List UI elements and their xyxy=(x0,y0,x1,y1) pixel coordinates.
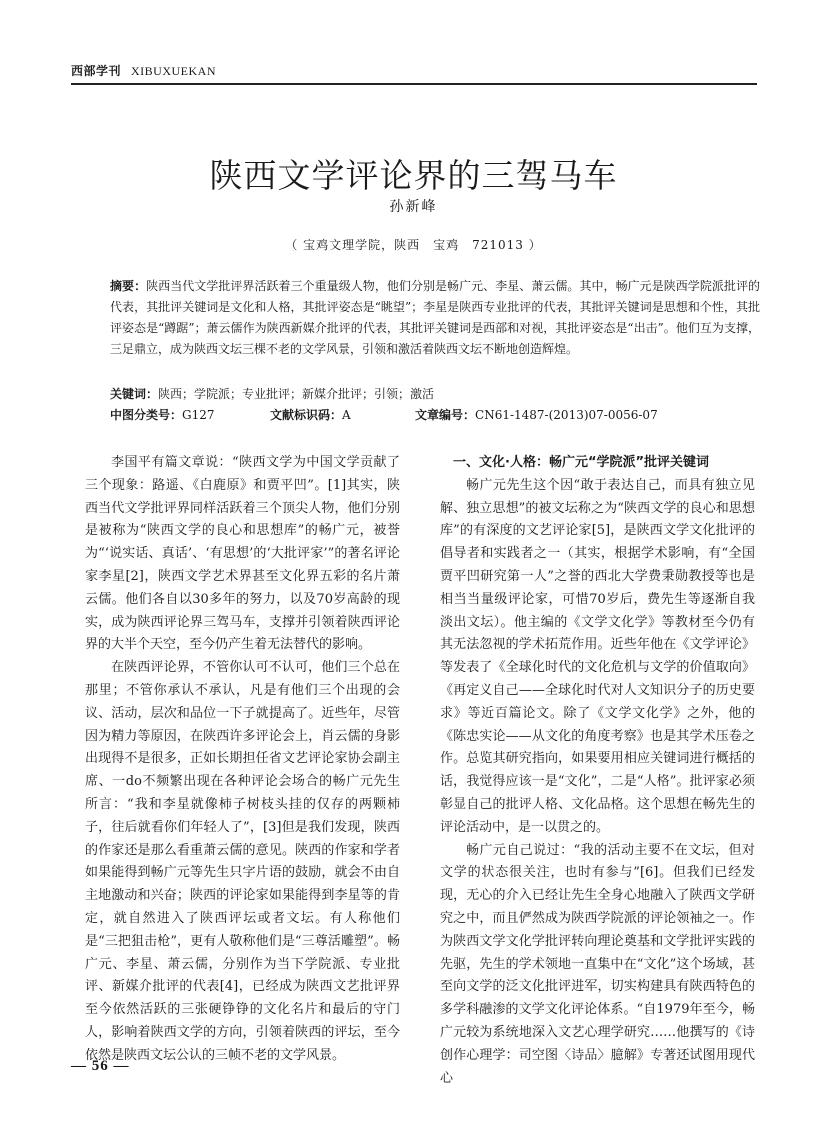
body-paragraph: 畅广元自己说过：“我的活动主要不在文坛，但对文学的状态很关注，也时有参与”[6]。但我们已经发现，无心的介入已经让先生全身心地融入了陕西文学研究之中，而且俨然成为陕西学院派的评论领袖之一。作为陕西文学文化学批评转向理论奠基和文学批评实践的先驱，先生的学术领地一直集中在“文化”这个场域，甚至向文学的泛文化批评进军，切实构建具有陕西特色的多学科融渗的文学文化评论体系。“自1979年至今，畅广元较为系统地深入文艺心理学研究……他撰写的《诗创作心理学：司空图〈诗品〉臆解》专著还试图用现代心 xyxy=(440,842,755,1086)
body-paragraph: 李国平有篇文章说：“陕西文学为中国文学贡献了三个现象：路遥、《白鹿原》和贾平凹”。[1]其实，陕西当代文学批评界同样活跃着三个顶尖人物，他们分别是被称为“陕西文学的良心和思想库”的畅广元，被誉为“‘说实话、真话’、‘有思想’的‘大批评家’”的著名评论家李星[2]，陕西文学艺术界甚至文化界五彩的名片萧云儒。他们各自以30多年的努力，以及70岁高龄的现实，成为陕西评论界三驾马车，支撑并引领着陕西评论界的大半个天空，至今仍产生着无法替代的影响。 xyxy=(85,455,400,653)
doc-label: 文献标识码： xyxy=(270,408,343,422)
keywords-label: 关键词： xyxy=(110,387,159,401)
article-number-value: CN61-1487-(2013)07-0056-07 xyxy=(475,408,658,422)
article-author: 孙新峰 xyxy=(389,199,438,215)
doc-value: A xyxy=(342,408,351,422)
keywords xyxy=(110,384,760,404)
abstract-text: 陕西当代文学批评界活跃着三个重量级人物，他们分别是畅广元、李星、萧云儒。其中，畅广元是陕西学院派批评的代表，其批评关键词是文化和人格，其批评姿态是“眺望”；李星是陕西专业批评的代表，其批评关键词是思想和个性，其批评姿态是“蹲踞”；萧云儒作为陕西新媒介批评的代表，其批评关键词是西部和对视，其批评姿态是“出击”。他们互为支撑，三足鼎立，成为陕西文坛三棵不老的文学风景，引领和激活着陕西文坛不断地创造辉煌。 xyxy=(110,279,760,356)
article-number-label: 文章编号： xyxy=(415,408,476,422)
author-affiliation: （ 宝鸡文理学院，陕西 宝鸡 721013 ） xyxy=(285,238,542,252)
article-number xyxy=(415,405,658,425)
header-divider xyxy=(71,83,757,85)
doc-code xyxy=(270,405,351,425)
abstract-label: 摘要： xyxy=(110,279,147,293)
clc-label: 中图分类号： xyxy=(110,408,183,422)
keywords-text: 陕西；学院派；专业批评；新媒介批评；引领；激活 xyxy=(158,387,435,401)
body-paragraph: 在陕西评论界，不管你认可不认可，他们三个总在那里；不管你承认不承认，凡是有他们三个出现的会议、活动，层次和品位一下子就提高了。近些年，尽管因为精力等原因，在陕西许多评论会上，肖云儒的身影出现得不是很多，正如长期担任省文艺评论家协会副主席、一do不频繁出现在各种评论会场合的畅广元先生所言：“我和李星就像柿子树枝头挂的仅存的两颗柿子，往后就看你们年轻人了”，[3]但是我们发现，陕西的作家还是那么看重萧云儒的意见。陕西的作家和学者如果能得到畅广元等先生只字片语的鼓励，就会不由自主地激动和兴奋；陕西的评论家如果能得到李星等的肯定，就自然进入了陕西评坛或者文坛。有人称他们是“三把狙击枪”，更有人敬称他们是“三尊活雕塑”。畅广元、李星、萧云儒，分别作为当下学院派、专业批评、新媒介批评的代表[4]，已经成为陕西文艺批评界至今依然活跃的三张硬铮铮的文化名片和最后的守门人，影响着陕西文学的方向，引领着陕西的评坛，至今依然是陕西文坛公认的三帧不老的文学风景。 xyxy=(85,660,400,1063)
clc-value: G127 xyxy=(182,408,215,422)
article-title: 陕西文学评论界的三驾马车 xyxy=(209,156,618,196)
body-paragraph: 畅广元先生这个因“敢于表达自己，而具有独立见解、独立思想”的被文坛称之为“陕西文学的良心和思想库”的有深度的文艺评论家[5]，是陕西文学文化批评的倡导者和实践者之一（其实，根据学术影响，有“全国贾平凹研究第一人”之誉的西北大学费秉勋教授等也是相当当量级评论家，可惜70岁后，费先生等逐渐自我淡出文坛）。他主编的《文学文化学》等教材至今仍有其无法忽视的学术拓荒作用。近些年他在《文学评论》等发表了《全球化时代的文化危机与文学的价值取向》《再定义自己——全球化时代对人文知识分子的历史要求》等近百篇论文。除了《文学文化学》之外，他的《陈忠实论——从文化的角度考察》也是其学术压卷之作。总览其研究指向，如果要用相应关键词进行概括的话，我觉得应该一是“文化”，二是“人格”。批评家必须彰显自己的批评人格、文化品格。这个思想在畅先生的评论活动中，是一以贯之的。 xyxy=(440,477,755,835)
journal-name-cn: 西部学刊 xyxy=(71,64,122,78)
page-number: — 56 — xyxy=(71,1058,130,1074)
body-right-column xyxy=(440,452,755,1090)
body-left-column xyxy=(85,452,400,1068)
abstract xyxy=(110,276,760,360)
journal-name-en: XIBUXUEKAN xyxy=(131,64,217,78)
section-heading: 一、文化·人格：畅广元“学院派”批评关键词 xyxy=(453,455,710,470)
journal-header xyxy=(71,62,216,79)
clc-code xyxy=(110,405,215,425)
